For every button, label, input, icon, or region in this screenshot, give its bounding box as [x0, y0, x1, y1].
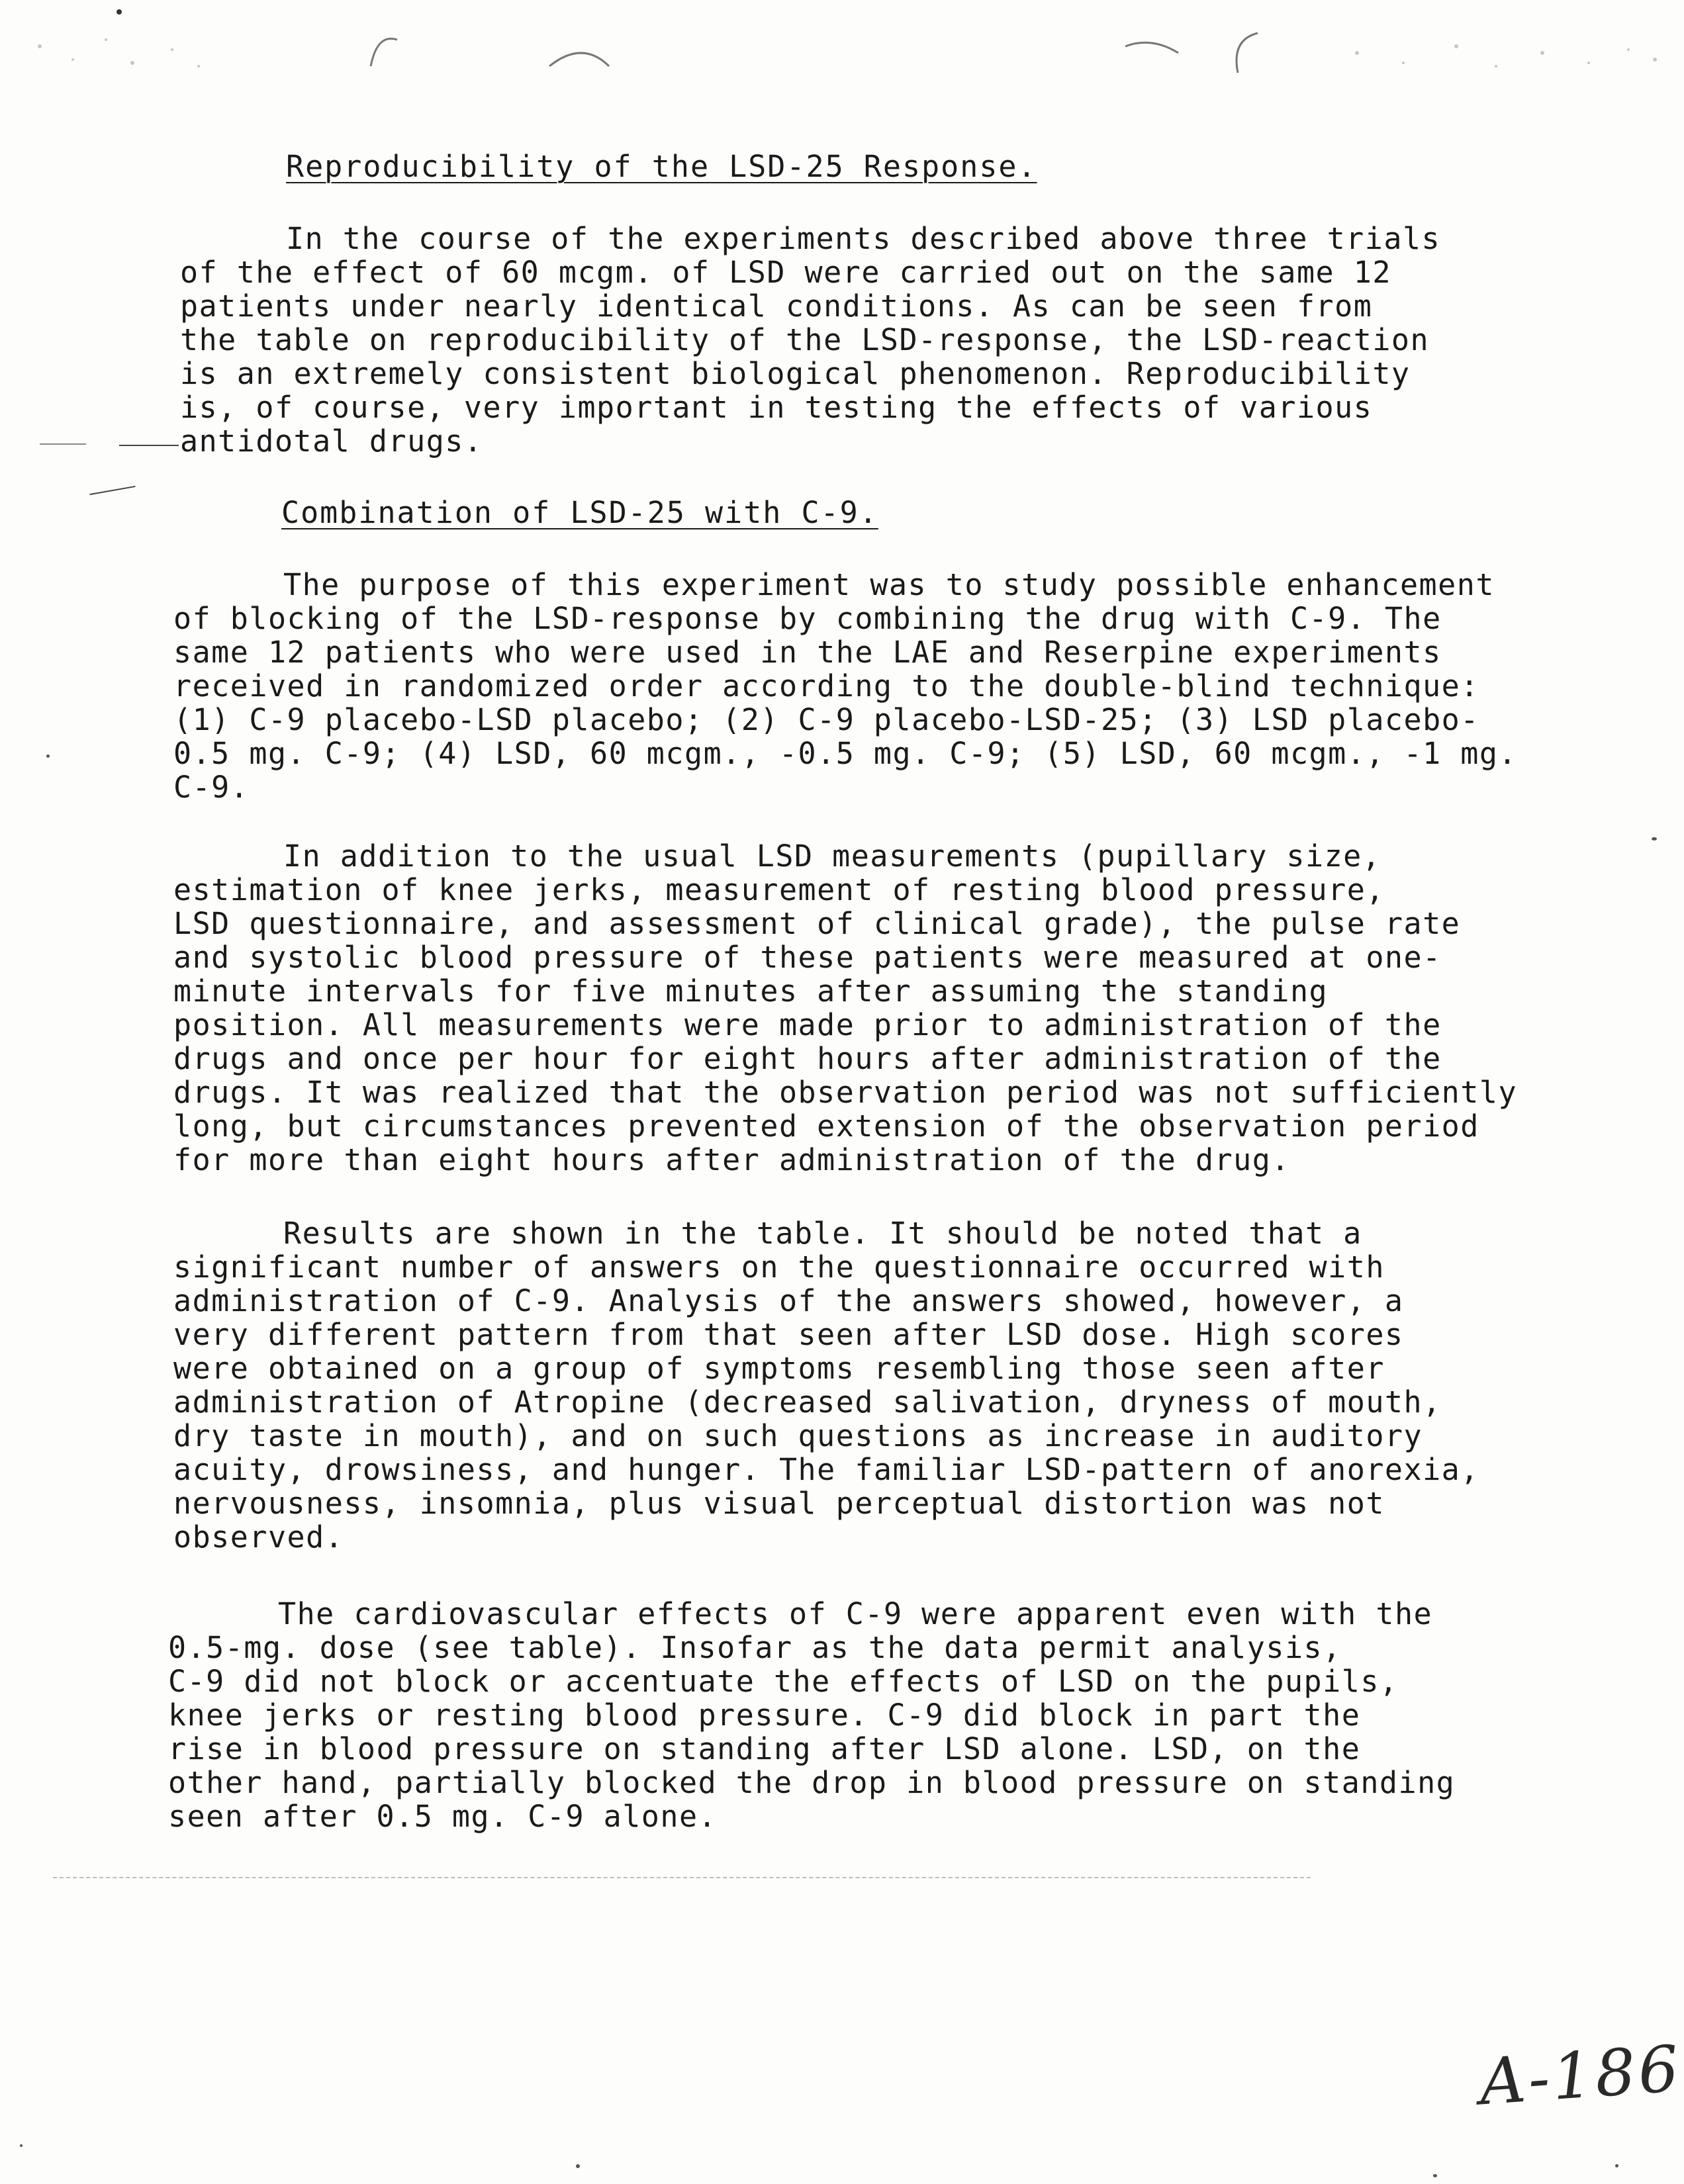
speck — [46, 754, 50, 758]
speck — [1652, 837, 1657, 841]
text-line: and systolic blood pressure of these patients were measured at one- — [173, 940, 1442, 975]
speck — [1615, 2164, 1618, 2167]
text-line: nervousness, insomnia, plus visual perceptual distortion was not — [173, 1486, 1385, 1521]
margin-dash-mark — [40, 443, 86, 445]
speck — [20, 2144, 23, 2147]
text-line: received in randomized order according to the double-blind technique: — [173, 668, 1479, 704]
text-line: LSD questionnaire, and assessment of clinical grade), the pulse rate — [173, 906, 1461, 941]
scan-noise-top — [0, 0, 1684, 93]
text-line: long, but circumstances prevented extension of the observation period — [173, 1109, 1479, 1144]
text-line: other hand, partially blocked the drop in blood pressure on standing — [168, 1765, 1456, 1800]
margin-dash-mark — [89, 486, 135, 495]
text-line: Results are shown in the table. It should be noted that a — [283, 1216, 1362, 1251]
text-line: rise in blood pressure on standing after LSD alone. LSD, on the — [168, 1731, 1361, 1766]
text-line: drugs. It was realized that the observation period was not sufficiently — [173, 1075, 1518, 1110]
text-line: observed. — [173, 1520, 344, 1555]
handwritten-page-number: A-186 — [1477, 2031, 1684, 2120]
paragraph-purpose — [173, 568, 1517, 804]
text-line: knee jerks or resting blood pressure. C-9 did block in part the — [168, 1698, 1361, 1733]
text-line: for more than eight hours after administration of the drug. — [173, 1142, 1290, 1177]
text-line: C-9. — [173, 770, 250, 805]
text-line: antidotal drugs. — [180, 424, 483, 459]
text-line: is an extremely consistent biological phenomenon. Reproducibility — [180, 356, 1411, 391]
text-line: In the course of the experiments described above three trials — [286, 221, 1441, 256]
text-line: patients under nearly identical conditions. As can be seen from — [180, 289, 1373, 324]
text-line: (1) C-9 placebo-LSD placebo; (2) C-9 placebo-LSD-25; (3) LSD placebo- — [173, 702, 1479, 737]
text-line: administration of C-9. Analysis of the answers showed, however, a — [173, 1283, 1404, 1318]
text-line: the table on reproducibility of the LSD-response, the LSD-reaction — [180, 322, 1430, 357]
text-line: position. All measurements were made prior to administration of the — [173, 1007, 1442, 1042]
paragraph-cardiovascular — [168, 1597, 1455, 1833]
text-line: same 12 patients who were used in the LAE and Reserpine experiments — [173, 635, 1442, 670]
text-line: of blocking of the LSD-response by combining the drug with C-9. The — [173, 601, 1442, 636]
text-line: acuity, drowsiness, and hunger. The familiar LSD-pattern of anorexia, — [173, 1452, 1479, 1487]
paragraph-results — [173, 1216, 1479, 1554]
text-line: In addition to the usual LSD measurements (pupillary size, — [283, 839, 1381, 874]
paragraph-measurements — [173, 839, 1517, 1177]
text-line: drugs and once per hour for eight hours after administration of the — [173, 1041, 1442, 1076]
speck — [1433, 2174, 1437, 2177]
speck — [576, 2164, 580, 2168]
section-heading-combination: Combination of LSD-25 with C-9. — [281, 495, 878, 530]
text-line: 0.5-mg. dose (see table). Insofar as the data permit analysis, — [168, 1630, 1342, 1665]
text-line: minute intervals for five minutes after assuming the standing — [173, 974, 1329, 1009]
text-line: of the effect of 60 mcgm. of LSD were carried out on the same 12 — [180, 255, 1391, 290]
text-line: seen after 0.5 mg. C-9 alone. — [168, 1799, 718, 1834]
margin-dash-mark — [119, 445, 179, 446]
text-line: dry taste in mouth), and on such questions as increase in auditory — [173, 1418, 1423, 1453]
text-line: The purpose of this experiment was to study possible enhancement — [283, 567, 1495, 602]
text-line: The cardiovascular effects of C-9 were apparent even with the — [278, 1596, 1433, 1631]
section-heading-reproducibility: Reproducibility of the LSD-25 Response. — [286, 149, 1037, 184]
text-line: administration of Atropine (decreased salivation, dryness of mouth, — [173, 1385, 1442, 1420]
text-line: 0.5 mg. C-9; (4) LSD, 60 mcgm., -0.5 mg. C-9; (5) LSD, 60 mcgm., -1 mg. — [173, 736, 1518, 771]
text-line: is, of course, very important in testing the effects of various — [180, 390, 1373, 425]
paragraph-reproducibility — [180, 222, 1440, 458]
scan-artifact-line — [53, 1877, 1311, 1878]
text-line: significant number of answers on the questionnaire occurred with — [173, 1250, 1385, 1285]
text-line: were obtained on a group of symptoms resembling those seen after — [173, 1351, 1385, 1386]
text-line: very different pattern from that seen after LSD dose. High scores — [173, 1317, 1404, 1352]
text-line: C-9 did not block or accentuate the effects of LSD on the pupils, — [168, 1664, 1399, 1699]
text-line: estimation of knee jerks, measurement of resting blood pressure, — [173, 872, 1385, 907]
